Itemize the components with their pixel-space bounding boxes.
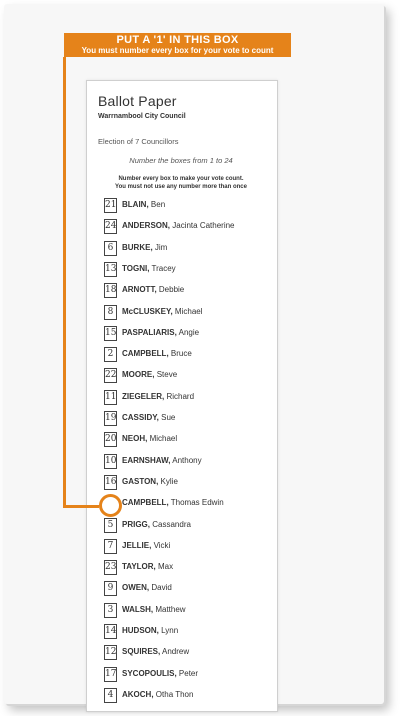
candidate-name xyxy=(122,413,175,422)
candidate-surname: OWEN, xyxy=(122,583,150,593)
preference-box[interactable]: 20 xyxy=(104,432,117,447)
candidate-name xyxy=(122,669,198,678)
candidate-surname: ANDERSON, xyxy=(122,221,171,231)
candidate-surname: MOORE, xyxy=(122,370,155,380)
candidate-given-name: Max xyxy=(158,562,174,572)
preference-box[interactable]: 18 xyxy=(104,283,117,298)
candidate-surname: BLAIN, xyxy=(122,200,149,209)
number-boxes-instruction: Number the boxes from 1 to 24 xyxy=(129,156,233,165)
candidate-surname: TOGNI, xyxy=(122,263,150,273)
preference-box[interactable]: 24 xyxy=(104,219,117,234)
candidate-surname: GASTON, xyxy=(122,476,159,486)
candidate-given-name: Vicki xyxy=(153,540,171,550)
preference-box[interactable]: 21 xyxy=(104,198,117,213)
preference-box[interactable]: 8 xyxy=(104,305,117,320)
candidate-name xyxy=(122,243,167,252)
candidate-surname: EARNSHAW, xyxy=(122,455,171,465)
preference-box[interactable]: 17 xyxy=(104,667,117,682)
candidate-given-name: Cassandra xyxy=(152,519,191,529)
candidate-given-name: David xyxy=(151,583,172,593)
callout-subheading: You must number every box for your vote to count xyxy=(81,46,274,55)
candidate-given-name: Andrew xyxy=(162,647,190,657)
preference-box[interactable]: 3 xyxy=(104,603,117,618)
candidate-name xyxy=(122,477,178,486)
callout-leader-connector xyxy=(63,505,99,508)
candidate-surname: CAMPBELL, xyxy=(122,349,169,359)
candidate-given-name: Kylie xyxy=(160,476,178,486)
candidate-name xyxy=(122,456,202,465)
preference-box[interactable]: 22 xyxy=(104,368,117,383)
instruction-callout xyxy=(64,33,291,57)
candidate-surname: ARNOTT, xyxy=(122,285,157,295)
candidate-surname: PASPALIARIS, xyxy=(122,327,177,337)
preference-box[interactable]: 23 xyxy=(104,560,117,575)
candidate-name xyxy=(122,626,178,635)
candidate-name xyxy=(122,690,193,699)
callout-leader-line xyxy=(63,57,66,507)
candidate-name xyxy=(122,370,177,379)
candidate-name xyxy=(122,392,194,401)
ballot-title: Ballot Paper xyxy=(98,93,177,109)
candidate-given-name: Lynn xyxy=(161,626,179,635)
candidate-surname: McCLUSKEY, xyxy=(122,306,173,316)
candidate-surname: JELLIE, xyxy=(122,540,152,550)
candidate-given-name: Angie xyxy=(178,327,200,337)
preference-box[interactable]: 14 xyxy=(104,624,117,639)
candidate-surname: BURKE, xyxy=(122,242,153,252)
candidate-name xyxy=(122,328,199,337)
candidate-name xyxy=(122,498,224,507)
instruction-line-2: You must not use any number more than once xyxy=(115,184,247,190)
candidate-given-name: Peter xyxy=(178,668,199,678)
candidate-given-name: Jim xyxy=(154,242,168,252)
candidate-name xyxy=(122,520,191,529)
preference-box[interactable]: 9 xyxy=(104,581,117,596)
candidate-name xyxy=(122,647,189,656)
candidate-given-name: Matthew xyxy=(155,604,186,614)
candidate-surname: CASSIDY, xyxy=(122,413,159,422)
preference-box[interactable]: 2 xyxy=(104,347,117,362)
candidate-surname: PRIGG, xyxy=(122,519,151,529)
preference-box[interactable]: 5 xyxy=(104,518,117,533)
candidate-given-name: Michael xyxy=(149,434,178,444)
preference-box[interactable]: 10 xyxy=(104,454,117,469)
preference-box[interactable]: 19 xyxy=(104,411,117,426)
candidate-surname: SYCOPOULIS, xyxy=(122,668,177,678)
election-description: Election of 7 Councillors xyxy=(98,137,179,146)
candidate-surname: TAYLOR, xyxy=(122,562,156,572)
highlight-ring-icon xyxy=(99,494,122,517)
preference-box[interactable]: 7 xyxy=(104,539,117,554)
preference-box[interactable]: 13 xyxy=(104,262,117,277)
candidate-given-name: Steve xyxy=(156,370,178,380)
candidate-given-name: Anthony xyxy=(172,455,202,465)
candidate-name xyxy=(122,349,192,358)
candidate-name xyxy=(122,605,186,614)
candidate-given-name: Tracey xyxy=(151,263,176,273)
candidate-surname: CAMPBELL, xyxy=(122,498,169,508)
candidate-given-name: Ben xyxy=(150,200,166,209)
candidate-name xyxy=(122,200,165,209)
candidate-name xyxy=(122,221,235,230)
candidate-given-name: Michael xyxy=(174,306,203,316)
candidate-given-name: Otha Thon xyxy=(155,689,194,699)
candidate-name xyxy=(122,434,177,443)
candidate-surname: WALSH, xyxy=(122,604,154,614)
preference-box[interactable]: 11 xyxy=(104,390,117,405)
candidate-surname: ZIEGELER, xyxy=(122,391,165,401)
candidate-given-name: Richard xyxy=(166,391,195,401)
candidate-given-name: Bruce xyxy=(170,349,192,359)
preference-box[interactable]: 16 xyxy=(104,475,117,490)
voting-instructions xyxy=(86,175,276,191)
instruction-line-1: Number every box to make your vote count. xyxy=(118,176,244,182)
candidate-name xyxy=(122,583,172,592)
preference-box[interactable]: 15 xyxy=(104,326,117,341)
callout-heading: PUT A '1' IN THIS BOX xyxy=(116,34,239,46)
candidate-given-name: Sue xyxy=(161,413,176,422)
preference-box[interactable]: 6 xyxy=(104,241,117,256)
candidate-name xyxy=(122,562,173,571)
candidate-given-name: Debbie xyxy=(158,285,185,295)
candidate-given-name: Jacinta Catherine xyxy=(172,221,235,231)
preference-box[interactable]: 12 xyxy=(104,645,117,660)
candidate-name xyxy=(122,541,170,550)
candidate-name xyxy=(122,285,184,294)
candidate-surname: AKOCH, xyxy=(122,689,154,699)
candidate-name xyxy=(122,264,176,273)
candidate-surname: NEOH, xyxy=(122,434,148,444)
candidate-surname: SQUIRES, xyxy=(122,647,161,657)
preference-box[interactable]: 4 xyxy=(104,688,117,703)
candidate-given-name: Thomas Edwin xyxy=(170,498,224,508)
candidate-surname: HUDSON, xyxy=(122,626,159,635)
candidate-name xyxy=(122,307,203,316)
council-name: Warrnambool City Council xyxy=(98,113,186,120)
